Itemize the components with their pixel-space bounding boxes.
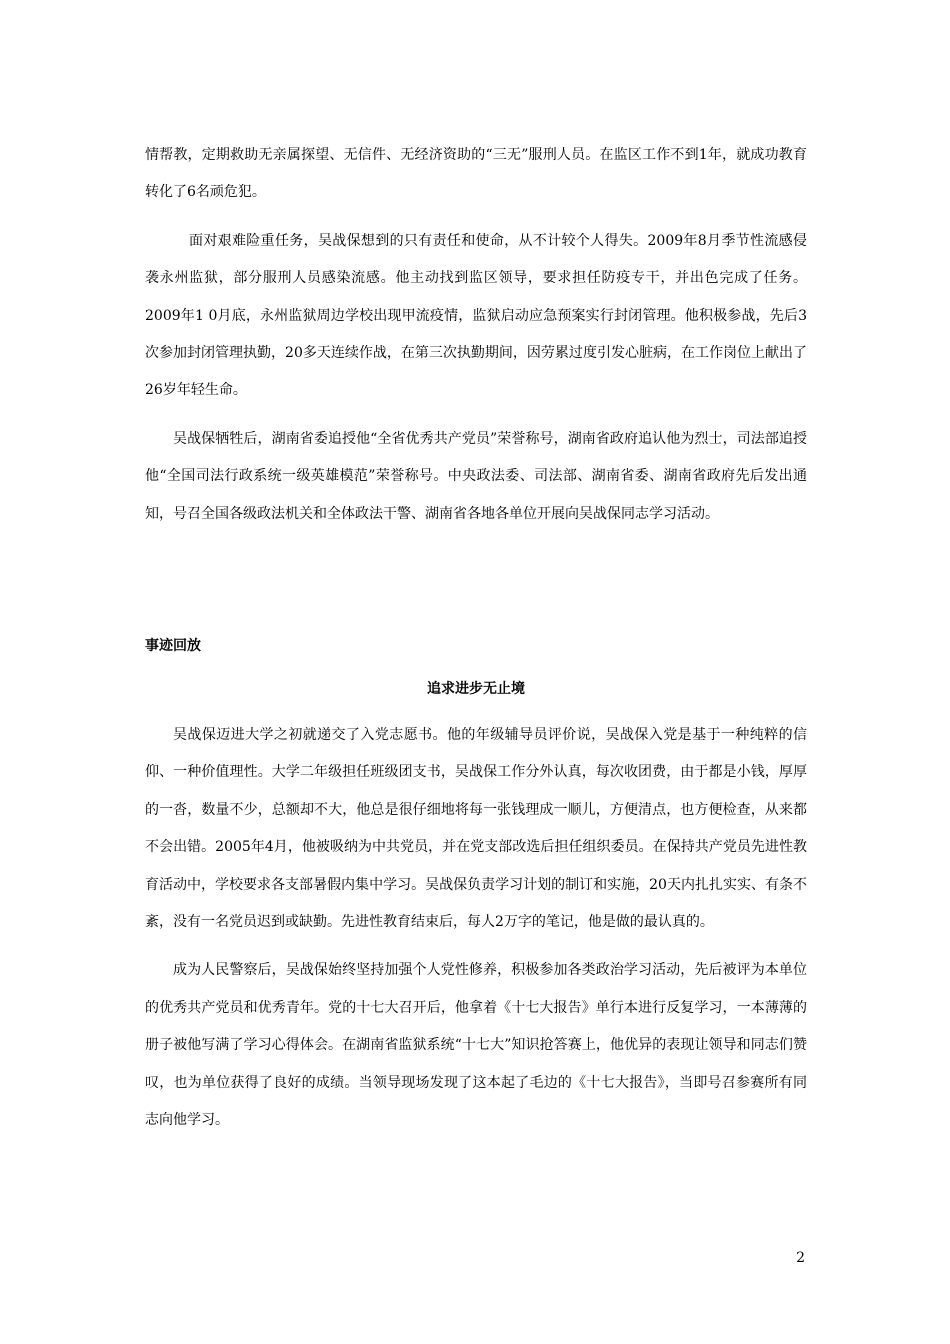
paragraph: 成为人民警察后，吴战保始终坚持加强个人党性修养，积极参加各类政治学习活动，先后被评为本单位的优秀共产党员和优秀青年。党的十七大召开后，他拿着《十七大报告》单行本进行反复学习，一本薄薄的册子被他写满了学习心得体会。在湖南省监狱系统“十七大”知识抢答赛上，他优异的表现让领导和同志们赞叹，也为单位获得了良好的成绩。当领导现场发现了这本起了毛边的《十七大报告》，当即号召参赛所有同志向他学习。 — [145, 962, 807, 1129]
paragraph: 吴战保牺牲后，湖南省委追授他“全省优秀共产党员”荣誉称号，湖南省政府追认他为烈士，司法部追授他“全国司法行政系统一级英雄模范”荣誉称号。中央政法委、司法部、湖南省委、湖南省政府先后发出通知，号召全国各级政法机关和全体政法干警、湖南省各地各单位开展向吴战保同志学习活动。 — [145, 430, 807, 522]
body-text-top — [145, 137, 807, 533]
page-number: 2 — [796, 1250, 805, 1266]
body-text-bottom — [145, 717, 807, 1139]
paragraph: 面对艰难险重任务，吴战保想到的只有责任和使命，从不计较个人得失。2009年8月季节性流感侵袭永州监狱，部分服刑人员感染流感。他主动找到监区领导，要求担任防疫专干，并出色完成了任务。2009年1 0月底，永州监狱周边学校出现甲流疫情，监狱启动应急预案实行封闭管理。他积极参战，先后3次参加封闭管理执勤，20多天连续作战，在第三次执勤期间，因劳累过度引发心脏病，在工作岗位上献出了26岁年轻生命。 — [145, 232, 807, 399]
paragraph-continued: 情帮教，定期救助无亲属探望、无信件、无经济资助的“三无”服刑人员。在监区工作不到1年，就成功教育转化了6名顽危犯。 — [145, 147, 807, 201]
section-title: 追求进步无止境 — [427, 681, 525, 697]
paragraph: 吴战保迈进大学之初就递交了入党志愿书。他的年级辅导员评价说，吴战保入党是基于一种纯粹的信仰、一种价值理性。大学二年级担任班级团支书，吴战保工作分外认真，每次收团费，由于都是小钱，厚厚的一沓，数量不少，总额却不大，他总是很仔细地将每一张钱理成一顺儿，方便清点，也方便检查，从来都不会出错。2005年4月，他被吸纳为中共党员，并在党支部改选后担任组织委员。在保持共产党员先进性教育活动中，学校要求各支部暑假内集中学习。吴战保负责学习计划的制订和实施，20天内扎扎实实、有条不紊，没有一名党员迟到或缺勤。先进性教育结束后，每人2万字的笔记，他是做的最认真的。 — [145, 727, 807, 931]
section-label: 事迹回放 — [145, 638, 201, 654]
